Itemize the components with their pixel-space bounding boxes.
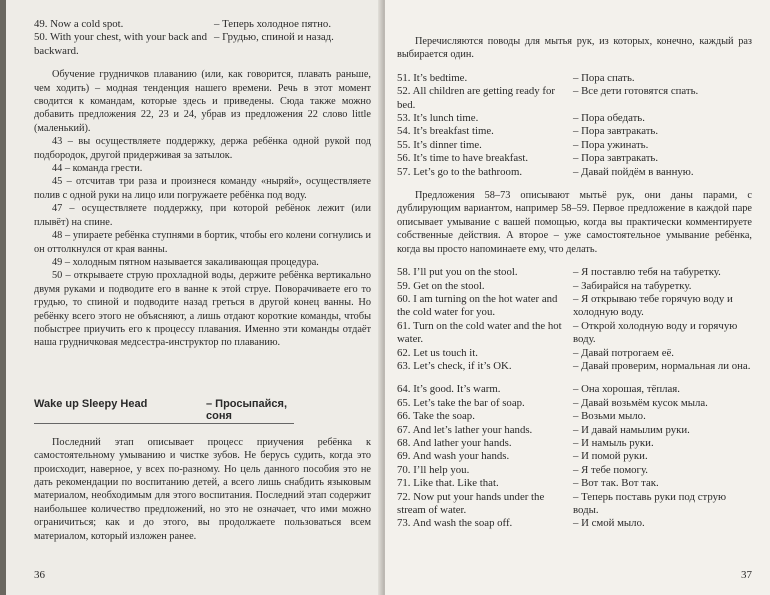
phrase-ru: – И давай намылим руки. (573, 423, 690, 436)
phrase-en: 51. It’s bedtime. (397, 71, 468, 84)
phrase-en: 58. I’ll put you on the stool. (397, 266, 518, 279)
phrase-pair (397, 347, 752, 360)
section-heading-en: Wake up Sleepy Head (34, 397, 148, 410)
page-edge-shadow (0, 0, 6, 595)
left-page (0, 0, 383, 595)
phrase-en: 62. Let us touch it. (397, 346, 478, 359)
phrase-ru: – Все дети готовятся спать. (573, 85, 699, 98)
paragraph: 45 – отсчитав три раза и произнеся команду «ныряй», осуществляете полив с одной руки на лицо или погружаете ребёнка под воду. (34, 176, 371, 201)
phrase-ru: – Давай пойдём в ванную. (573, 165, 694, 178)
phrase-pair (397, 139, 752, 152)
phrase-en: 54. It’s breakfast time. (397, 125, 494, 138)
phrase-pair (397, 450, 752, 463)
phrase-ru: – Пора завтракать. (573, 125, 659, 138)
paragraph: 48 – упираете ребёнка ступнями в бортик, чтобы его колени согнулись и он оттолкнулся от края ванны. (34, 230, 371, 255)
phrase-en: 60. I am turning on the hot water and the cold water for you. (397, 292, 558, 319)
phrase-ru: – Пора спать. (573, 71, 635, 84)
right-page (385, 0, 770, 595)
section-heading-ru: – Просыпайся, соня (206, 397, 288, 422)
phrase-ru: – Давай потрогаем её. (573, 346, 674, 359)
phrase-en: 61. Turn on the cold water and the hot water. (397, 319, 562, 346)
phrase-en: 67. And let’s lather your hands. (397, 423, 533, 436)
phrase-pair (397, 320, 752, 347)
paragraph: Обучение грудничков плаванию (или, как говорится, плавать раньше, чем ходить) – модная тенденция нашего времени. Речь в этот момент сводится к командам, которые здесь и приведены. Сюда также можно добавить предложения 22, 23 и 24, убрав из предложения 22 слово little (маленький). (34, 69, 371, 134)
phrase-pair (397, 152, 752, 165)
phrase-list-b (397, 266, 752, 373)
phrase-pair (397, 517, 752, 530)
phrase-pair (397, 410, 752, 423)
phrase-en: 56. It’s time to have breakfast. (397, 152, 529, 165)
page-number: 37 (741, 569, 752, 581)
phrase-ru: – Она хорошая, тёплая. (573, 383, 680, 396)
phrase-ru: – И намыль руки. (573, 436, 654, 449)
phrase-pair (397, 280, 752, 293)
phrase-pair (397, 383, 752, 396)
phrase-ru: – Пора ужинать. (573, 138, 649, 151)
phrase-ru: – Я тебе помогу. (573, 463, 648, 476)
phrase-ru: – Давай возьмём кусок мыла. (573, 396, 708, 409)
phrase-list-a (397, 72, 752, 179)
paragraph: 49 – холодным пятном называется закаливающая процедура. (52, 256, 319, 268)
phrase-ru: – Вот так. Вот так. (573, 477, 659, 490)
phrase-en: 66. Take the soap. (397, 410, 475, 423)
phrase-ru: – Я поставлю тебя на табуретку. (573, 266, 721, 279)
phrase-pair (397, 125, 752, 138)
phrase-ru: – Грудью, спиной и назад. (214, 31, 334, 44)
phrase-pair (397, 72, 752, 85)
phrase-pair (397, 464, 752, 477)
middle-paragraph: Предложения 58–73 описывают мытьё рук, они даны парами, с дублирующим вариантом, например 58–59. Первое предложение в каждой паре описывает умывание с вашей помощью, когда вы практически комментируете собственные действия. А второе – уже самостоятельное умывание ребёнка, когда вы просто напоминаете ему, что делать. (397, 190, 752, 255)
phrase-ru: – Давай проверим, нормальная ли она. (573, 359, 751, 372)
phrase-en: 63. Let’s check, if it’s OK. (397, 359, 512, 372)
phrase-en: 55. It’s dinner time. (397, 138, 482, 151)
phrase-pair (397, 477, 752, 490)
phrase-en: 69. And wash your hands. (397, 450, 510, 463)
phrase-pair (397, 437, 752, 450)
phrase-ru: – И смой мыло. (573, 517, 645, 530)
phrase-pair (397, 112, 752, 125)
phrase-en: 73. And wash the soap off. (397, 517, 513, 530)
phrase-en: 70. I’ll help you. (397, 463, 470, 476)
phrase-list-top (34, 18, 371, 58)
phrase-ru: – Возьми мыло. (573, 410, 646, 423)
phrase-en: 72. Now put your hands under the stream of water. (397, 490, 545, 516)
phrase-en: 52. All children are getting ready for bed. (397, 85, 555, 111)
phrase-en: 64. It’s good. It’s warm. (397, 383, 501, 396)
section-paragraph: Последний этап описывает процесс приучения ребёнка к самостоятельному умыванию и чистке зубов. Не берусь судить, когда это происходит, наверное, у всех по-разному. Но цель данного пособия это не дать рекомендации по воспитанию детей, а всего лишь снабдить языковым материалом, необходимым для этого воспитания. Последний этап содержит наибольшее количество предложений, но это не означает, что ими можно ограничиться; как и до этого, вы продолжаете пользоваться всем материалом, который изложен ранее. (34, 436, 371, 542)
phrase-ru: – Пора завтракать. (573, 152, 659, 165)
phrase-en: 57. Let’s go to the bathroom. (397, 165, 523, 178)
phrase-pair (397, 424, 752, 437)
phrase-pair (397, 491, 752, 518)
paragraph: 44 – команда грести. (52, 163, 143, 175)
phrase-ru: – Теперь поставь руки под струю воды. (573, 490, 727, 516)
phrase-pair (397, 85, 752, 112)
phrase-en: 53. It’s lunch time. (397, 112, 479, 125)
phrase-list-c (397, 383, 752, 530)
phrase-ru: – Я открываю тебе горячую воду и холодную воду. (573, 292, 733, 319)
paragraph: 50 – открываете струю прохладной воды, держите ребёнка вертикально двумя руками и подводите его в ванне к этой струе. Поворачиваете его то грудью, то спиной и подводите назад греться в другой конец ванны. Но ребёнку всего этого не объясняют, а лишь отдают короткие команды, чтобы побыстрее приучить его к процессу плавания. Именно эти команды отдаёт наша грудничковая медсестра-инструктор по плаванию. (34, 270, 371, 349)
phrase-ru: – Теперь холодное пятно. (214, 18, 332, 30)
phrase-pair (34, 18, 371, 31)
section-heading (34, 398, 294, 424)
phrase-en: 50. With your chest, with your back and backward. (34, 31, 207, 57)
phrase-en: 71. Like that. Like that. (397, 477, 499, 490)
intro-paragraph: Перечисляются поводы для мытья рук, из которых, конечно, каждый раз выбирается один. (397, 36, 752, 61)
phrase-pair (397, 360, 752, 373)
phrase-ru: – И помой руки. (573, 450, 648, 463)
phrase-ru: – Открой холодную воду и горячую воду. (573, 319, 738, 346)
phrase-pair (397, 266, 752, 279)
phrase-pair (397, 397, 752, 410)
paragraph: 47 – осуществляете поддержку, при которой ребёнок лежит (или плывёт) на спине. (34, 203, 371, 228)
phrase-pair (397, 166, 752, 179)
paragraph: 43 – вы осуществляете поддержку, держа ребёнка одной рукой под подбородок, другой придерживая за затылок. (34, 136, 371, 161)
phrase-en: 68. And lather your hands. (397, 436, 512, 449)
phrase-pair (34, 31, 371, 58)
phrase-en: 49. Now a cold spot. (34, 18, 124, 30)
phrase-en: 65. Let’s take the bar of soap. (397, 396, 525, 409)
phrase-ru: – Забирайся на табуретку. (573, 279, 692, 292)
phrase-ru: – Пора обедать. (573, 112, 645, 125)
phrase-en: 59. Get on the stool. (397, 279, 485, 292)
phrase-pair (397, 293, 752, 320)
page-number: 36 (34, 569, 45, 581)
